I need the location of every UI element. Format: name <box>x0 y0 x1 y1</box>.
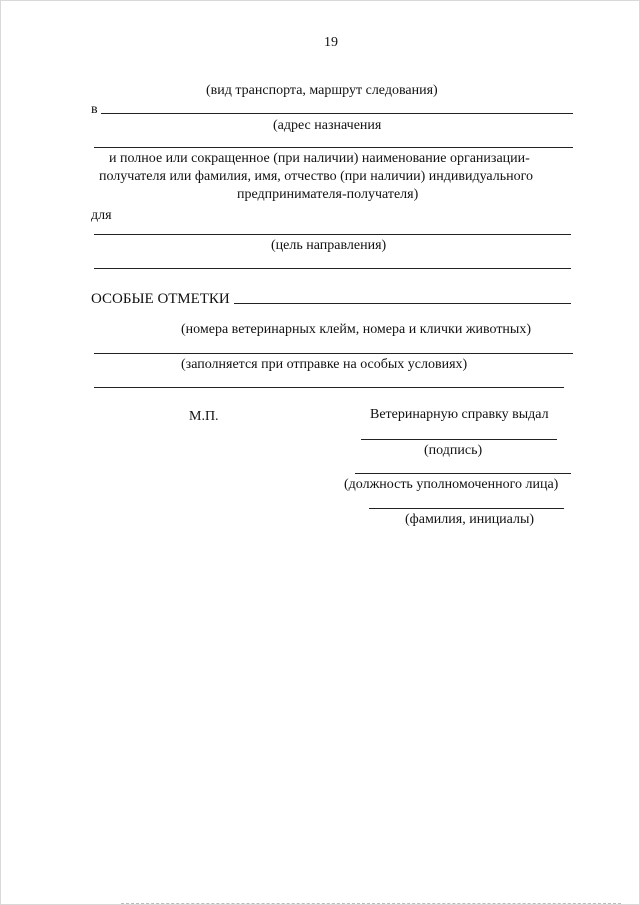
name-caption: (фамилия, инициалы) <box>405 512 535 527</box>
special-conditions-caption: (заполняется при отправке на особых условиях) <box>181 357 468 372</box>
page-number: 19 <box>324 35 338 50</box>
purpose-prefix: для <box>91 208 112 223</box>
destination-prefix: в <box>91 102 98 117</box>
destination-address-caption: (адрес назначения <box>273 118 382 133</box>
position-line <box>355 473 571 474</box>
special-conditions-line <box>94 353 573 354</box>
signature-line <box>361 439 557 440</box>
recipient-caption-line-2: получателя или фамилия, имя, отчество (при наличии) индивидуального <box>99 169 534 184</box>
name-line <box>369 508 564 509</box>
seal-label: М.П. <box>189 409 219 424</box>
issued-by-label: Ветеринарную справку выдал <box>370 407 549 422</box>
purpose-continuation-line <box>94 268 571 269</box>
recipient-name-line <box>94 147 573 148</box>
recipient-caption-line-1: и полное или сокращенное (при наличии) наименование организации- <box>109 151 530 166</box>
transport-route-caption: (вид транспорта, маршрут следования) <box>206 83 438 98</box>
position-caption: (должность уполномоченного лица) <box>344 477 559 492</box>
signature-caption: (подпись) <box>424 443 483 458</box>
brands-caption: (номера ветеринарных клейм, номера и клички животных) <box>181 322 531 337</box>
purpose-line <box>94 234 571 235</box>
destination-address-line <box>101 113 573 114</box>
recipient-caption-line-3: предпринимателя-получателя) <box>237 187 419 202</box>
special-conditions-continuation-line <box>94 387 564 388</box>
special-marks-line <box>234 303 571 304</box>
special-marks-label: ОСОБЫЕ ОТМЕТКИ <box>91 291 230 307</box>
scan-edge-line <box>121 903 621 904</box>
purpose-caption: (цель направления) <box>271 238 387 253</box>
